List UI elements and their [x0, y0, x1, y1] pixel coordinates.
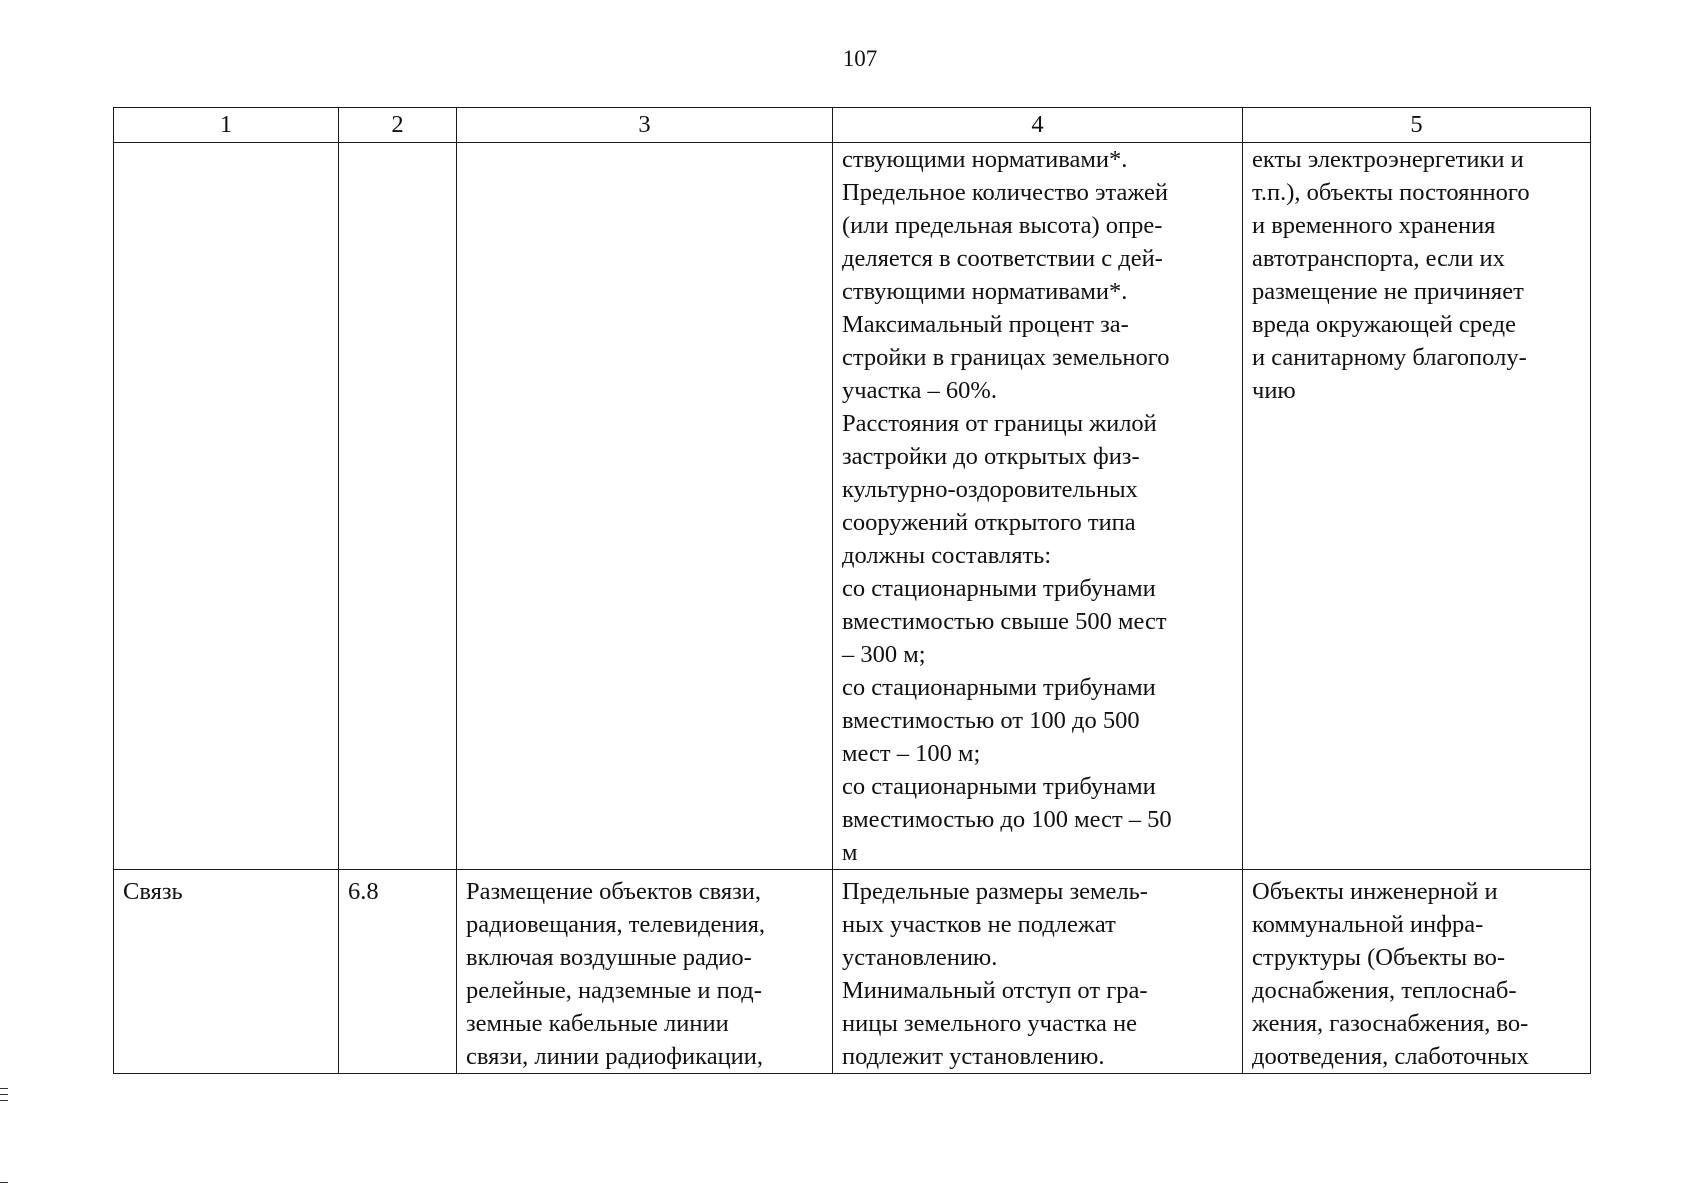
table-header-row — [114, 108, 1591, 143]
table-row — [114, 143, 1591, 870]
cell-text: Предельные размеры земель- ных участков не подлежат установлению. Минимальный отступ от гра- ницы земельного участка не подлежит установлению. — [842, 878, 1148, 1070]
table-cell — [457, 870, 833, 1074]
cell-text: екты электроэнергетики и т.п.), объекты постоянного и временного хранения автотранспорта, если их размещение не причиняет вреда окружающей среде и санитарному благополу- чию — [1252, 146, 1530, 404]
scan-edge-mark — [0, 1088, 8, 1089]
regulations-table — [113, 107, 1591, 1074]
cell-text: Объекты инженерной и коммунальной инфра- структуры (Объекты во- доснабжения, теплоснаб- жения, газоснабжения, во- доотведения, слаботочных — [1252, 878, 1529, 1070]
cell-text: 6.8 — [348, 878, 379, 905]
scan-edge-mark — [0, 1182, 8, 1183]
cell-text: ствующими нормативами*. Предельное количество этажей (или предельная высота) опре- деляется в соответствии с дей- ствующими нормативами*. Максимальный процент за- стройки в границах земельного участка – 60%. Расстояния от границы жилой застройки до открытых физ- культурно-оздоровительных сооружений открытого типа должны составлять: со стационарными трибунами вместимостью свыше 500 мест – 300 м; со стационарными трибунами вместимостью от 100 до 500 мест – 100 м; со стационарными трибунами вместимостью до 100 мест – 50 м — [842, 146, 1172, 866]
table-cell — [1243, 870, 1591, 1074]
table-cell — [114, 870, 339, 1074]
scan-edge-mark — [0, 1100, 8, 1101]
table-cell — [339, 870, 457, 1074]
table-cell — [457, 143, 833, 870]
table-cell — [114, 143, 339, 870]
table-cell — [339, 143, 457, 870]
scan-edge-mark — [0, 1094, 8, 1095]
cell-text: Размещение объектов связи, радиовещания, телевидения, включая воздушные радио- релейные, надземные и под- земные кабельные линии связи, линии радиофикации, — [466, 878, 766, 1070]
table-row — [114, 870, 1591, 1074]
column-header-1: 1 — [114, 108, 339, 143]
column-header-5: 5 — [1243, 108, 1591, 143]
column-header-2: 2 — [339, 108, 457, 143]
table-cell — [1243, 143, 1591, 870]
table-cell — [833, 143, 1243, 870]
cell-text: Связь — [123, 878, 183, 905]
page-number: 107 — [842, 46, 878, 71]
table-cell — [833, 870, 1243, 1074]
column-header-4: 4 — [833, 108, 1243, 143]
column-header-3: 3 — [457, 108, 833, 143]
